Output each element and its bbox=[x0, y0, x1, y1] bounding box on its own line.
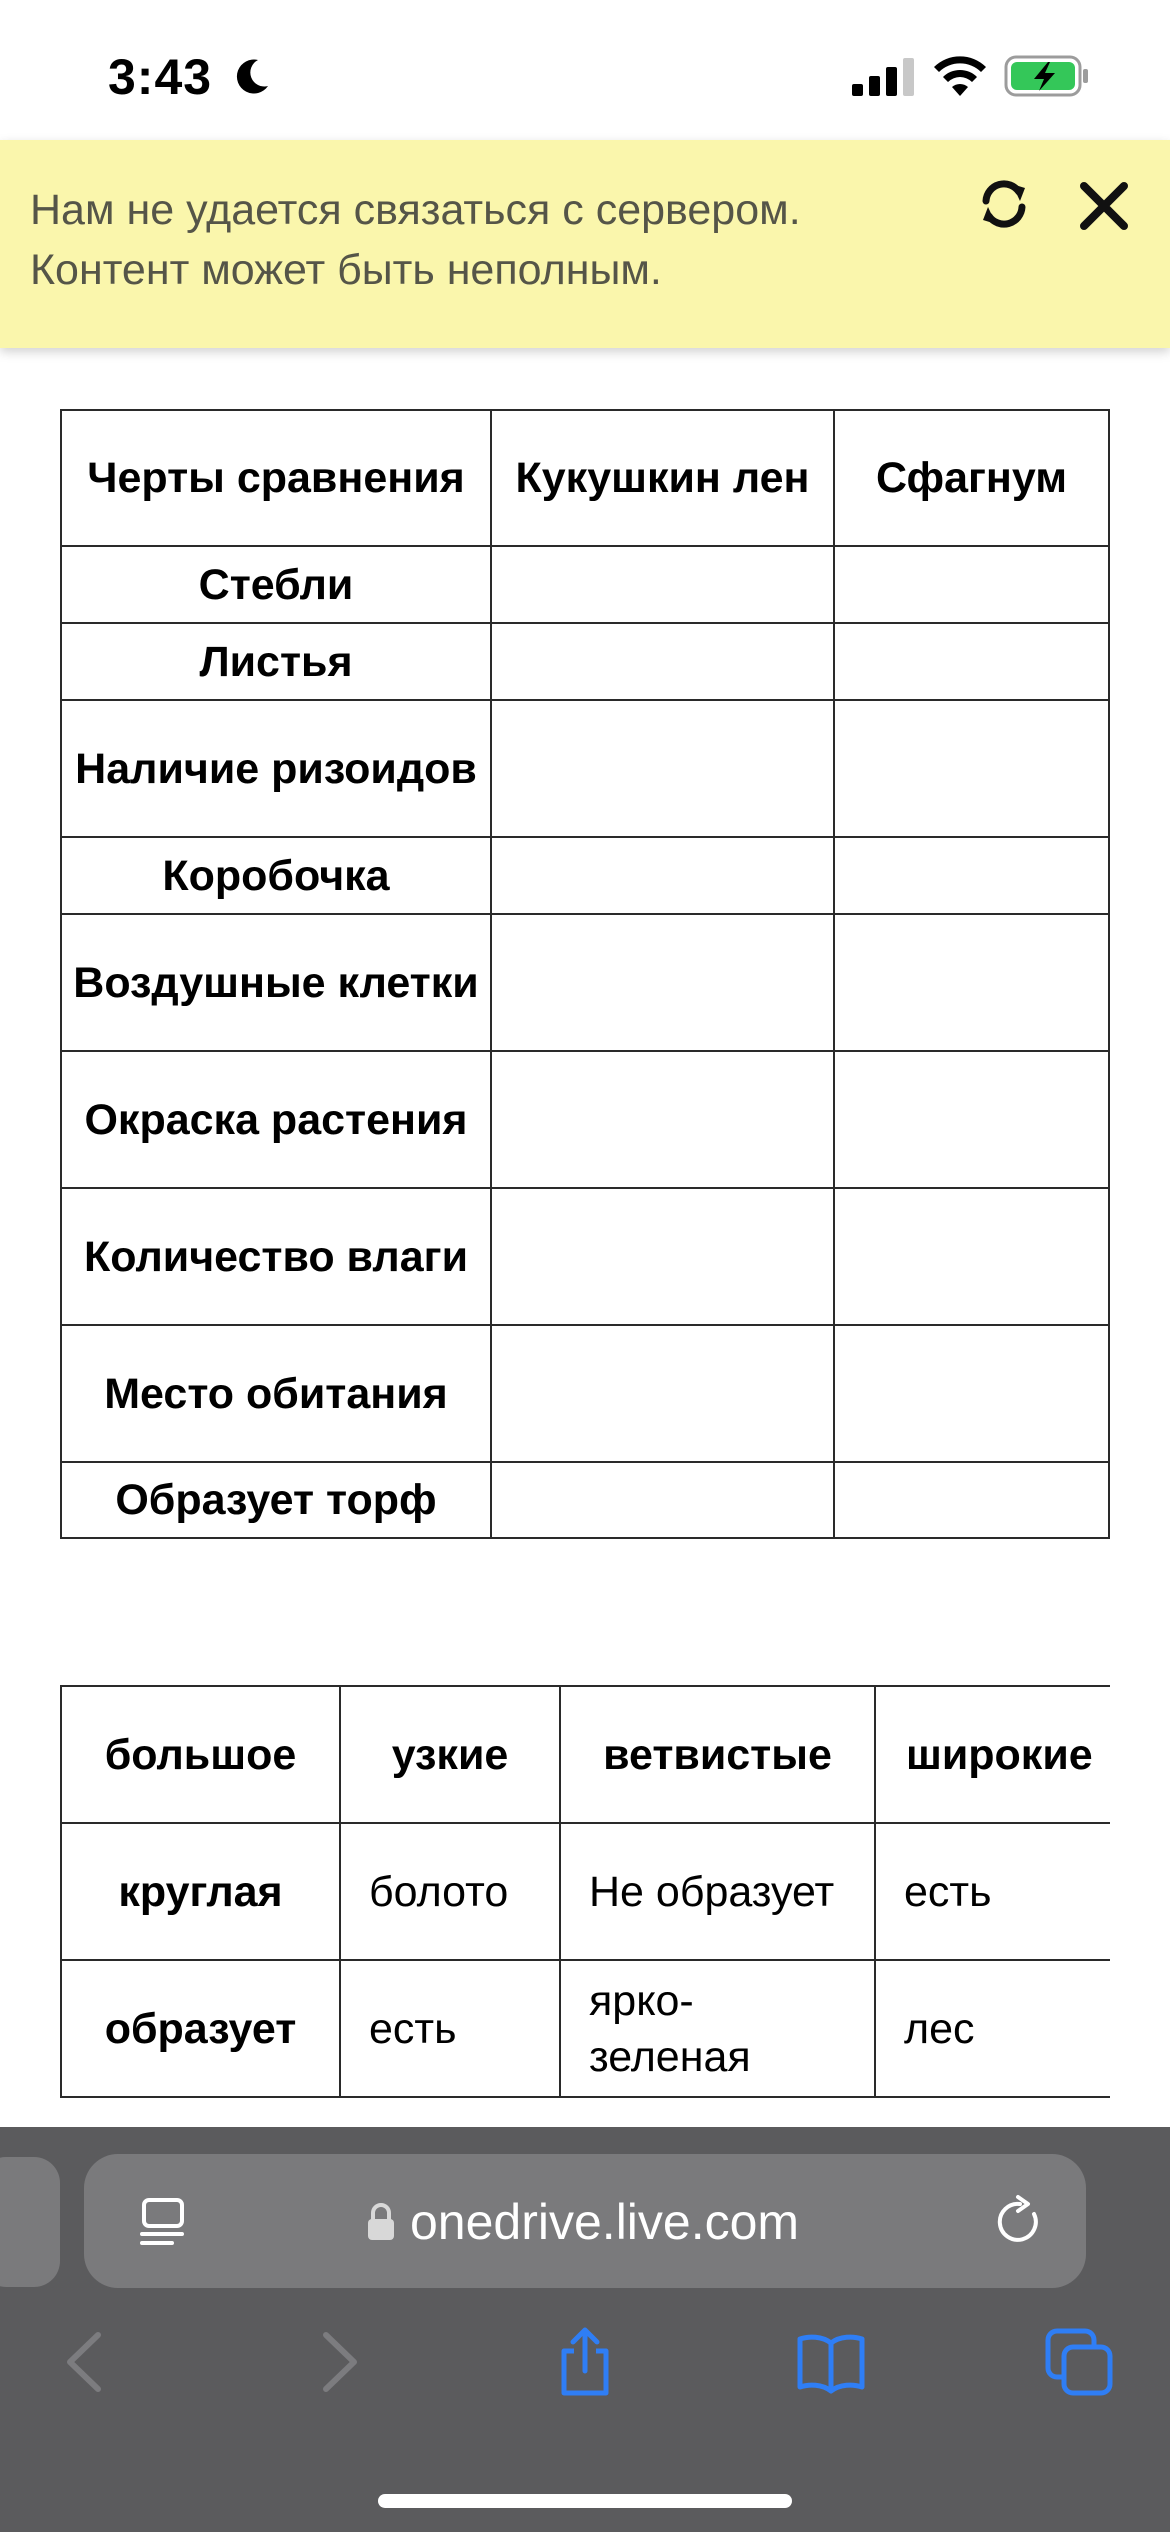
table-row bbox=[61, 700, 1109, 837]
address-bar[interactable] bbox=[84, 2154, 1086, 2288]
empty-cell bbox=[491, 914, 834, 1051]
row-label: Окраска растения bbox=[61, 1051, 491, 1188]
table-row bbox=[61, 1960, 1110, 2097]
table-row bbox=[61, 837, 1109, 914]
table-row bbox=[61, 1051, 1109, 1188]
browser-toolbar bbox=[0, 2127, 1170, 2532]
reload-icon[interactable] bbox=[992, 2194, 1048, 2250]
row-label: Количество влаги bbox=[61, 1188, 491, 1325]
table-row bbox=[61, 1686, 1110, 1823]
header-criteria: Черты сравнения bbox=[61, 410, 491, 546]
table-cell: ярко-зеленая bbox=[560, 1960, 875, 2097]
empty-cell bbox=[491, 1051, 834, 1188]
table-cell: есть bbox=[875, 1823, 1110, 1960]
row-label: Коробочка bbox=[61, 837, 491, 914]
back-icon[interactable] bbox=[52, 2327, 122, 2397]
cellular-signal-icon bbox=[852, 58, 916, 96]
table-row bbox=[61, 914, 1109, 1051]
previous-tab-peek[interactable] bbox=[0, 2157, 60, 2287]
table-cell: круглая bbox=[61, 1823, 340, 1960]
empty-cell bbox=[491, 623, 834, 700]
comparison-table-header-row bbox=[61, 410, 1109, 546]
table-cell: Не образует bbox=[560, 1823, 875, 1960]
tabs-icon[interactable] bbox=[1044, 2327, 1114, 2397]
row-label: Стебли bbox=[61, 546, 491, 623]
table-row bbox=[61, 1325, 1109, 1462]
battery-charging-icon bbox=[1004, 54, 1090, 98]
empty-cell bbox=[834, 623, 1109, 700]
table-row bbox=[61, 1188, 1109, 1325]
forward-icon[interactable] bbox=[302, 2327, 372, 2397]
header-polytrichum: Кукушкин лен bbox=[491, 410, 834, 546]
answers-table-viewport[interactable] bbox=[60, 1685, 1110, 2099]
banner-message bbox=[30, 180, 930, 300]
answers-table bbox=[60, 1685, 1110, 2098]
row-label: Воздушные клетки bbox=[61, 914, 491, 1051]
banner-message-line-1: Нам не удается связаться с сервером. bbox=[30, 186, 801, 234]
banner-message-line-2: Контент может быть неполным. bbox=[30, 246, 662, 294]
status-time: 3:43 bbox=[108, 49, 213, 105]
empty-cell bbox=[834, 546, 1109, 623]
row-label: Место обитания bbox=[61, 1325, 491, 1462]
table-cell: болото bbox=[340, 1823, 560, 1960]
home-indicator[interactable] bbox=[378, 2494, 792, 2508]
empty-cell bbox=[491, 837, 834, 914]
page-menu-icon[interactable] bbox=[136, 2194, 192, 2250]
empty-cell bbox=[834, 914, 1109, 1051]
table-row bbox=[61, 1823, 1110, 1960]
connection-warning-banner bbox=[0, 140, 1170, 348]
url-text: onedrive.live.com bbox=[410, 2194, 800, 2250]
table-cell: большое bbox=[61, 1686, 340, 1823]
table-row bbox=[61, 1462, 1109, 1538]
table-cell: узкие bbox=[340, 1686, 560, 1823]
table-row bbox=[61, 546, 1109, 623]
empty-cell bbox=[834, 1051, 1109, 1188]
row-label: Листья bbox=[61, 623, 491, 700]
wifi-icon bbox=[932, 52, 988, 96]
table-cell: ветвистые bbox=[560, 1686, 875, 1823]
empty-cell bbox=[834, 1325, 1109, 1462]
table-cell: широкие bbox=[875, 1686, 1110, 1823]
empty-cell bbox=[491, 1462, 834, 1538]
comparison-table bbox=[60, 409, 1110, 1539]
empty-cell bbox=[491, 1325, 834, 1462]
bookmarks-icon[interactable] bbox=[796, 2327, 866, 2397]
empty-cell bbox=[491, 1188, 834, 1325]
row-label: Образует торф bbox=[61, 1462, 491, 1538]
refresh-icon[interactable] bbox=[976, 176, 1032, 232]
lock-icon bbox=[366, 2202, 396, 2242]
empty-cell bbox=[834, 1462, 1109, 1538]
empty-cell bbox=[834, 1188, 1109, 1325]
empty-cell bbox=[834, 700, 1109, 837]
table-cell: есть bbox=[340, 1960, 560, 2097]
empty-cell bbox=[834, 837, 1109, 914]
status-bar bbox=[0, 0, 1170, 140]
table-cell: образует bbox=[61, 1960, 340, 2097]
empty-cell bbox=[491, 700, 834, 837]
empty-cell bbox=[491, 546, 834, 623]
table-cell: лес bbox=[875, 1960, 1110, 2097]
share-icon[interactable] bbox=[550, 2327, 620, 2397]
row-label: Наличие ризоидов bbox=[61, 700, 491, 837]
header-sphagnum: Сфагнум bbox=[834, 410, 1109, 546]
table-row bbox=[61, 623, 1109, 700]
close-icon[interactable] bbox=[1076, 178, 1132, 234]
moon-icon bbox=[232, 56, 272, 96]
